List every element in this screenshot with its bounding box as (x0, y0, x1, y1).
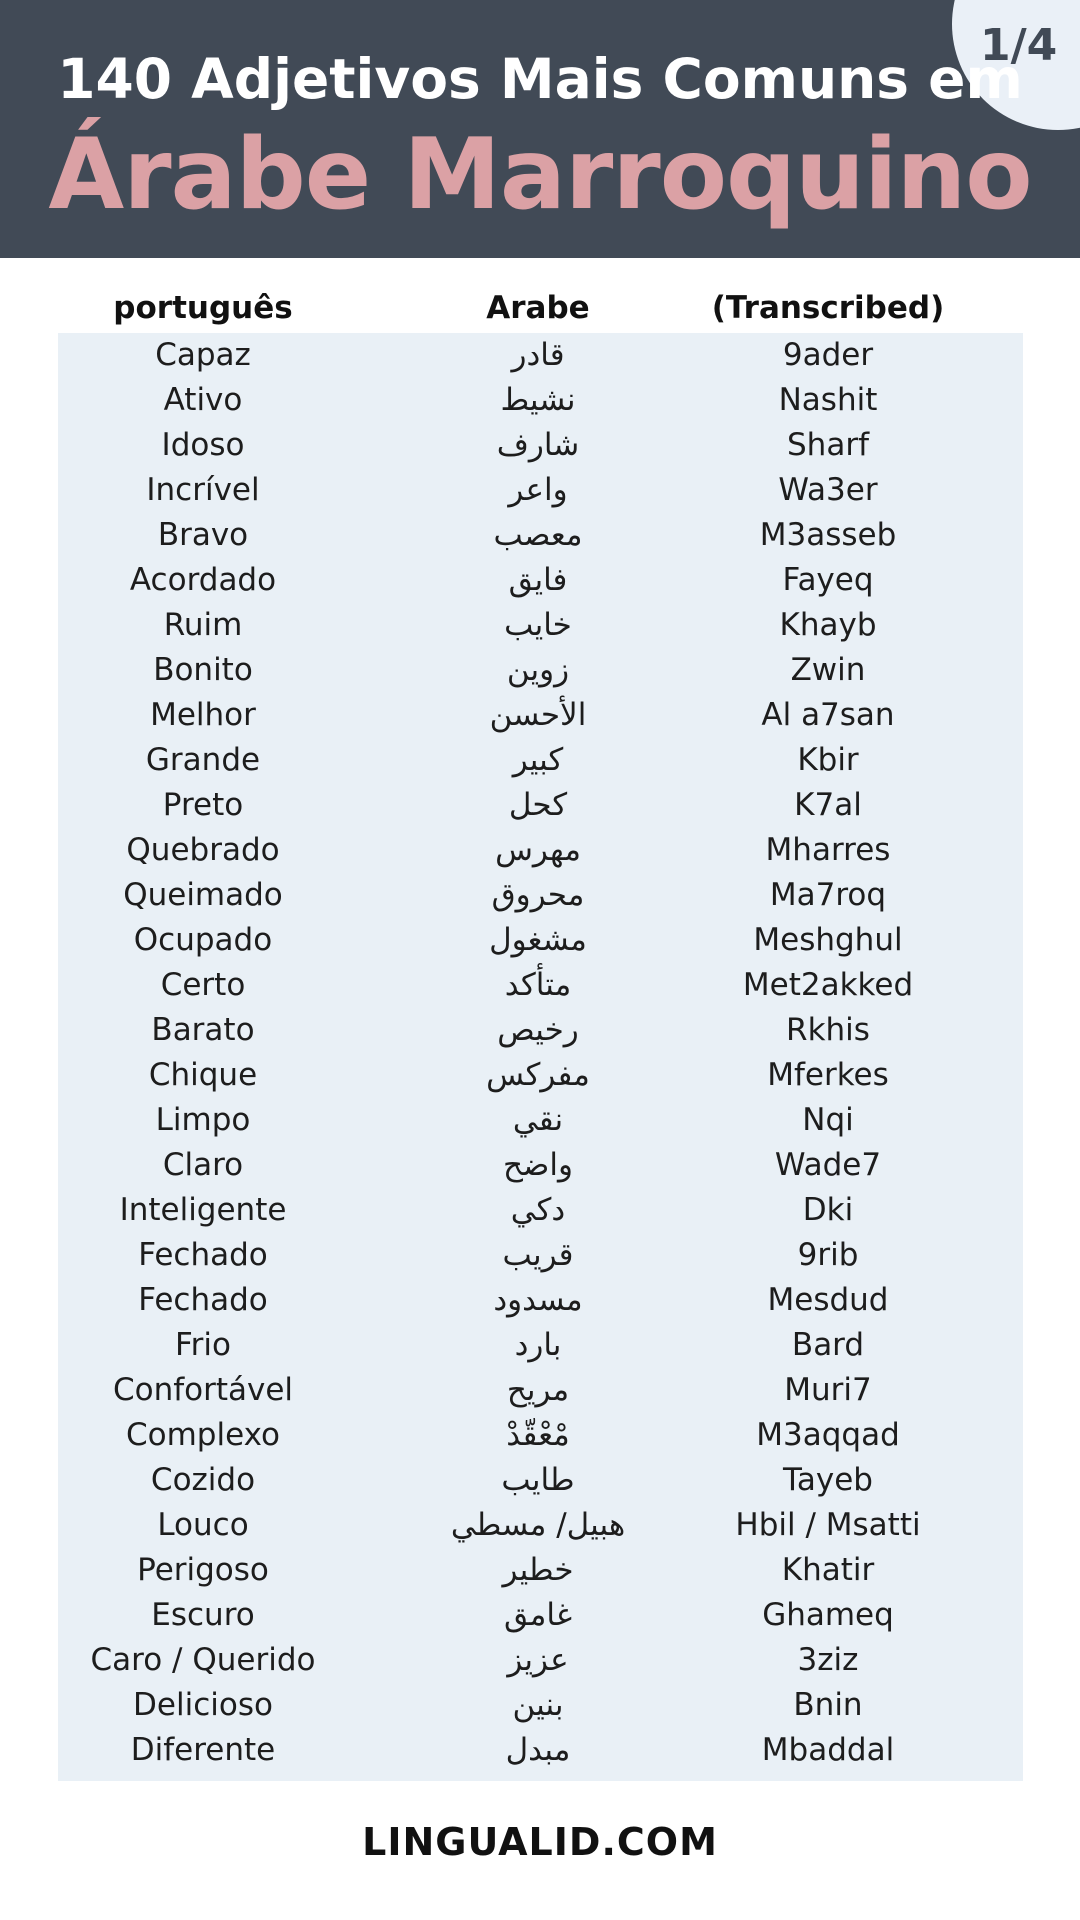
cell-transcribed: Rkhis (786, 1012, 870, 1048)
cell-portuguese: Delicioso (133, 1687, 273, 1723)
cell-portuguese: Certo (160, 967, 246, 1003)
cell-portuguese: Incrível (146, 472, 260, 508)
table-row (0, 1323, 1080, 1368)
table-row (0, 873, 1080, 918)
cell-arabic: مفركس (486, 1057, 590, 1093)
cell-arabic: دكي (510, 1192, 566, 1228)
title-line-2: Árabe Marroquino (48, 118, 1032, 232)
cell-transcribed: Zwin (790, 652, 866, 688)
table-row (0, 603, 1080, 648)
cell-transcribed: Khatir (781, 1552, 875, 1588)
table-row (0, 1233, 1080, 1278)
cell-transcribed: Mbaddal (761, 1732, 895, 1768)
cell-arabic: مبدل (505, 1732, 571, 1768)
table-row (0, 423, 1080, 468)
cell-arabic: بنين (512, 1687, 564, 1723)
cell-arabic: الأحسن (489, 697, 587, 733)
table-row (0, 1413, 1080, 1458)
table-row (0, 738, 1080, 783)
table-row (0, 1638, 1080, 1683)
cell-arabic: محروق (491, 877, 585, 913)
cell-portuguese: Ativo (163, 382, 243, 418)
cell-transcribed: 9ader (782, 337, 874, 373)
cell-transcribed: Ma7roq (769, 877, 887, 913)
cell-portuguese: Perigoso (137, 1552, 269, 1588)
table-row (0, 1548, 1080, 1593)
cell-transcribed: Mferkes (767, 1057, 889, 1093)
cell-arabic: بارد (514, 1327, 562, 1363)
cell-transcribed: Bnin (793, 1687, 863, 1723)
cell-portuguese: Frio (175, 1327, 231, 1363)
cell-arabic: هبيل/ مسطي (450, 1507, 626, 1543)
cell-portuguese: Chique (148, 1057, 258, 1093)
cell-transcribed: Dki (802, 1192, 854, 1228)
cell-portuguese: Bravo (157, 517, 249, 553)
cell-transcribed: 9rib (797, 1237, 859, 1273)
cell-portuguese: Inteligente (119, 1192, 287, 1228)
header-banner (0, 0, 1080, 258)
column-header-transcribed: (Transcribed) (711, 290, 945, 326)
cell-transcribed: Wade7 (774, 1147, 882, 1183)
table-row (0, 1368, 1080, 1413)
cell-arabic: معصب (493, 517, 583, 553)
cell-transcribed: Sharf (787, 427, 869, 463)
cell-arabic: نقي (512, 1102, 564, 1138)
cell-transcribed: Ghameq (762, 1597, 894, 1633)
cell-portuguese: Ruim (163, 607, 243, 643)
cell-transcribed: Fayeq (782, 562, 874, 598)
cell-transcribed: Nashit (778, 382, 878, 418)
cell-arabic: مهرس (495, 832, 581, 868)
cell-portuguese: Idoso (161, 427, 245, 463)
cell-arabic: كبير (512, 742, 564, 778)
cell-transcribed: Bard (791, 1327, 865, 1363)
cell-portuguese: Caro / Querido (90, 1642, 316, 1678)
table-row (0, 693, 1080, 738)
table-row (0, 1053, 1080, 1098)
cell-transcribed: Mharres (765, 832, 891, 868)
title-line-1: 140 Adjetivos Mais Comuns em (57, 47, 1023, 111)
cell-transcribed: Wa3er (778, 472, 878, 508)
table-row (0, 963, 1080, 1008)
cell-portuguese: Diferente (130, 1732, 276, 1768)
cell-transcribed: Khayb (779, 607, 877, 643)
column-header-portuguese: português (113, 290, 293, 326)
cell-arabic: زوين (506, 652, 570, 688)
cell-portuguese: Limpo (155, 1102, 251, 1138)
table-row (0, 828, 1080, 873)
cell-arabic: مْعْقّدْ (506, 1417, 570, 1453)
cell-arabic: عزيز (507, 1642, 569, 1678)
cell-arabic: نشيط (500, 382, 576, 418)
cell-portuguese: Acordado (129, 562, 277, 598)
cell-transcribed: Nqi (802, 1102, 854, 1138)
table-row (0, 1683, 1080, 1728)
table-row (0, 1593, 1080, 1638)
cell-arabic: واعر (508, 472, 568, 508)
cell-transcribed: Al a7san (761, 697, 895, 733)
table-row (0, 1458, 1080, 1503)
cell-portuguese: Quebrado (126, 832, 280, 868)
cell-arabic: طايب (501, 1462, 575, 1498)
column-header-arabic: Arabe (486, 290, 590, 326)
cell-portuguese: Cozido (150, 1462, 256, 1498)
cell-portuguese: Claro (162, 1147, 244, 1183)
cell-portuguese: Escuro (151, 1597, 255, 1633)
cell-arabic: رخيص (497, 1012, 579, 1048)
vocabulary-table (0, 333, 1080, 1773)
table-row (0, 1143, 1080, 1188)
cell-arabic: مسدود (493, 1282, 583, 1318)
table-row (0, 1008, 1080, 1053)
cell-transcribed: M3asseb (759, 517, 897, 553)
footer-site: LINGUALID.COM (362, 1820, 718, 1864)
cell-transcribed: Kbir (797, 742, 859, 778)
cell-arabic: شارف (496, 427, 580, 463)
cell-portuguese: Melhor (150, 697, 256, 733)
cell-portuguese: Bonito (153, 652, 253, 688)
table-row (0, 1728, 1080, 1773)
cell-arabic: مريح (506, 1372, 570, 1408)
cell-arabic: غامق (503, 1597, 573, 1633)
cell-transcribed: 3ziz (797, 1642, 859, 1678)
page-indicator: 1/4 (980, 20, 1058, 71)
cell-portuguese: Barato (151, 1012, 255, 1048)
cell-portuguese: Complexo (126, 1417, 280, 1453)
cell-portuguese: Fechado (138, 1237, 268, 1273)
table-row (0, 918, 1080, 963)
cell-arabic: متأكد (504, 967, 572, 1003)
cell-transcribed: Mesdud (767, 1282, 889, 1318)
table-row (0, 1098, 1080, 1143)
table-row (0, 558, 1080, 603)
table-row (0, 1278, 1080, 1323)
cell-arabic: فايق (508, 562, 568, 598)
cell-arabic: واضح (503, 1147, 573, 1183)
cell-arabic: خايب (504, 607, 572, 643)
cell-transcribed: Met2akked (742, 967, 914, 1003)
cell-transcribed: M3aqqad (756, 1417, 900, 1453)
table-row (0, 333, 1080, 378)
cell-arabic: خطير (502, 1552, 574, 1588)
cell-portuguese: Fechado (138, 1282, 268, 1318)
cell-portuguese: Confortável (112, 1372, 294, 1408)
table-row (0, 468, 1080, 513)
cell-portuguese: Capaz (155, 337, 251, 373)
cell-portuguese: Queimado (123, 877, 283, 913)
table-row (0, 783, 1080, 828)
cell-arabic: قادر (511, 337, 565, 373)
table-row (0, 648, 1080, 693)
table-row (0, 378, 1080, 423)
cell-portuguese: Louco (157, 1507, 249, 1543)
table-row (0, 1188, 1080, 1233)
table-row (0, 1503, 1080, 1548)
cell-arabic: قريب (502, 1237, 574, 1273)
cell-transcribed: Muri7 (784, 1372, 872, 1408)
cell-transcribed: Tayeb (783, 1462, 873, 1498)
cell-portuguese: Grande (145, 742, 261, 778)
cell-portuguese: Ocupado (133, 922, 273, 958)
cell-transcribed: Hbil / Msatti (735, 1507, 921, 1543)
table-row (0, 513, 1080, 558)
cell-transcribed: K7al (794, 787, 862, 823)
cell-arabic: مشغول (489, 922, 587, 958)
cell-portuguese: Preto (162, 787, 244, 823)
cell-arabic: كحل (508, 787, 568, 823)
cell-transcribed: Meshghul (753, 922, 903, 958)
